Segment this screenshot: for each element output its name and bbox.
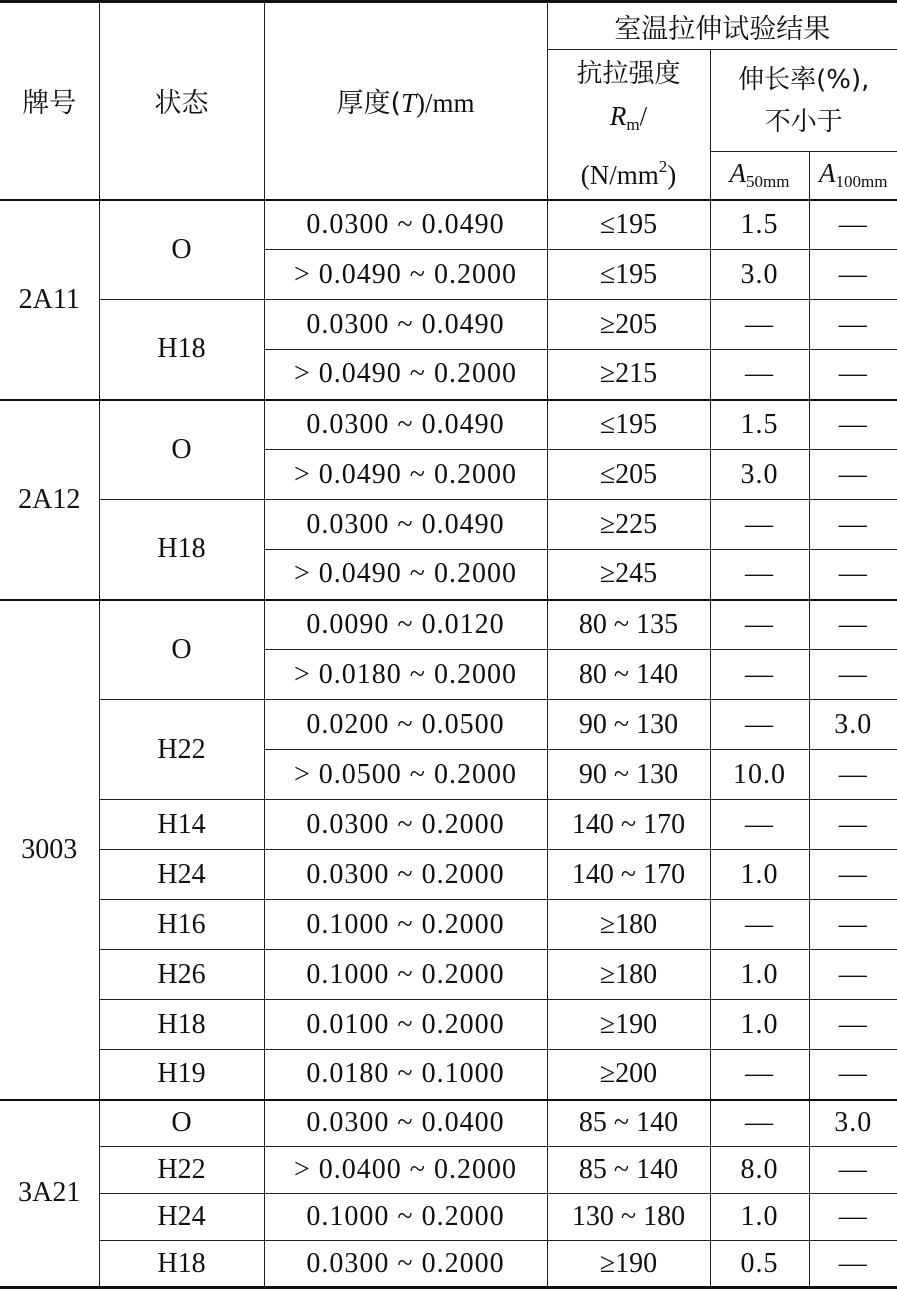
cell-thickness: 0.1000 ~ 0.2000 (264, 900, 547, 950)
strength-label: 抗拉强度 (548, 53, 710, 95)
cell-grade: 2A12 (0, 400, 99, 600)
cell-strength: ≥225 (547, 500, 710, 550)
table-row (0, 1050, 897, 1100)
cell-thickness: 0.0200 ~ 0.0500 (264, 700, 547, 750)
strength-unit-pre: (N/mm (581, 160, 659, 190)
cell-thickness: 0.1000 ~ 0.2000 (264, 1194, 547, 1241)
table-row (0, 1100, 897, 1147)
cell-a100: — (809, 1000, 897, 1050)
header-a100 (809, 152, 897, 200)
cell-thickness: > 0.0500 ~ 0.2000 (264, 750, 547, 800)
strength-unit-post: ) (667, 160, 676, 190)
cell-a100: — (809, 1194, 897, 1241)
cell-a50: — (710, 800, 809, 850)
cell-a50: 3.0 (710, 250, 809, 300)
table-row (0, 300, 897, 350)
cell-strength: 140 ~ 170 (547, 850, 710, 900)
header-elongation (710, 50, 897, 152)
cell-a100: — (809, 750, 897, 800)
cell-a50: 1.5 (710, 200, 809, 250)
cell-thickness: 0.0300 ~ 0.0400 (264, 1100, 547, 1147)
cell-strength: 130 ~ 180 (547, 1194, 710, 1241)
cell-state: H16 (99, 900, 264, 950)
cell-state: O (99, 1100, 264, 1147)
cell-a50: 1.0 (710, 1000, 809, 1050)
elongation-min: 不小于 (711, 101, 897, 143)
cell-strength: ≥200 (547, 1050, 710, 1100)
cell-a100: — (809, 500, 897, 550)
cell-a100: — (809, 650, 897, 700)
cell-a50: 1.0 (710, 1194, 809, 1241)
cell-grade: 3A21 (0, 1100, 99, 1288)
cell-state: H18 (99, 300, 264, 400)
cell-a50: — (710, 300, 809, 350)
cell-state: H26 (99, 950, 264, 1000)
a50-sub: 50mm (746, 172, 789, 191)
cell-state: H14 (99, 800, 264, 850)
table-row (0, 1147, 897, 1194)
cell-a100: 3.0 (809, 1100, 897, 1147)
header-a50 (710, 152, 809, 200)
cell-strength: ≥180 (547, 900, 710, 950)
table-row (0, 850, 897, 900)
cell-thickness: > 0.0490 ~ 0.2000 (264, 350, 547, 400)
cell-a50: — (710, 700, 809, 750)
thickness-suffix: )/mm (416, 88, 475, 118)
cell-thickness: 0.0300 ~ 0.0490 (264, 200, 547, 250)
cell-strength: 85 ~ 140 (547, 1100, 710, 1147)
cell-grade: 3003 (0, 600, 99, 1100)
cell-state: H22 (99, 1147, 264, 1194)
cell-thickness: 0.0300 ~ 0.0490 (264, 500, 547, 550)
cell-state: H24 (99, 850, 264, 900)
cell-a100: — (809, 850, 897, 900)
a50-var: A (730, 158, 747, 188)
cell-strength: ≤205 (547, 450, 710, 500)
table-row (0, 1194, 897, 1241)
cell-strength: 140 ~ 170 (547, 800, 710, 850)
strength-slash: / (640, 101, 648, 131)
cell-a50: — (710, 900, 809, 950)
cell-strength: ≥190 (547, 1000, 710, 1050)
cell-thickness: 0.0300 ~ 0.2000 (264, 850, 547, 900)
cell-strength: ≥245 (547, 550, 710, 600)
cell-strength: ≤195 (547, 250, 710, 300)
table-row (0, 1000, 897, 1050)
cell-thickness: > 0.0400 ~ 0.2000 (264, 1147, 547, 1194)
cell-thickness: 0.0100 ~ 0.2000 (264, 1000, 547, 1050)
cell-a100: — (809, 450, 897, 500)
cell-strength: ≤195 (547, 400, 710, 450)
cell-state: O (99, 600, 264, 700)
cell-a100: 3.0 (809, 700, 897, 750)
header-grade: 牌号 (0, 2, 99, 200)
table-header (0, 2, 897, 200)
cell-a100: — (809, 1050, 897, 1100)
cell-thickness: > 0.0490 ~ 0.2000 (264, 450, 547, 500)
thickness-prefix: 厚度( (336, 88, 401, 119)
cell-state: H19 (99, 1050, 264, 1100)
cell-strength: 80 ~ 140 (547, 650, 710, 700)
cell-strength: ≥190 (547, 1241, 710, 1288)
cell-thickness: > 0.0180 ~ 0.2000 (264, 650, 547, 700)
cell-a50: 0.5 (710, 1241, 809, 1288)
cell-a100: — (809, 1147, 897, 1194)
strength-unit-sup: 2 (659, 157, 668, 176)
cell-thickness: 0.0090 ~ 0.0120 (264, 600, 547, 650)
a100-sub: 100mm (836, 172, 888, 191)
strength-sub: m (626, 115, 639, 134)
a100-var: A (819, 158, 836, 188)
cell-a50: — (710, 600, 809, 650)
cell-thickness: 0.0300 ~ 0.0490 (264, 300, 547, 350)
cell-a100: — (809, 1241, 897, 1288)
cell-state: H24 (99, 1194, 264, 1241)
cell-thickness: 0.0180 ~ 0.1000 (264, 1050, 547, 1100)
table-row (0, 200, 897, 250)
header-thickness (264, 2, 547, 200)
cell-strength: ≤195 (547, 200, 710, 250)
cell-a50: — (710, 1050, 809, 1100)
table-row (0, 600, 897, 650)
cell-thickness: > 0.0490 ~ 0.2000 (264, 250, 547, 300)
cell-a100: — (809, 350, 897, 400)
cell-a50: — (710, 500, 809, 550)
cell-grade: 2A11 (0, 200, 99, 400)
table-row (0, 900, 897, 950)
cell-a50: — (710, 650, 809, 700)
cell-a100: — (809, 200, 897, 250)
table-row (0, 700, 897, 750)
elongation-label: 伸长率(%), (711, 59, 897, 101)
cell-a100: — (809, 800, 897, 850)
cell-state: H22 (99, 700, 264, 800)
cell-thickness: > 0.0490 ~ 0.2000 (264, 550, 547, 600)
cell-a100: — (809, 250, 897, 300)
cell-strength: 85 ~ 140 (547, 1147, 710, 1194)
cell-state: O (99, 400, 264, 500)
table-body (0, 200, 897, 1288)
strength-var: R (610, 101, 627, 131)
cell-thickness: 0.0300 ~ 0.2000 (264, 800, 547, 850)
cell-a50: 3.0 (710, 450, 809, 500)
cell-a50: 8.0 (710, 1147, 809, 1194)
cell-a100: — (809, 400, 897, 450)
cell-a100: — (809, 950, 897, 1000)
cell-a50: 1.5 (710, 400, 809, 450)
cell-a50: 1.0 (710, 950, 809, 1000)
cell-thickness: 0.0300 ~ 0.2000 (264, 1241, 547, 1288)
cell-strength: ≥180 (547, 950, 710, 1000)
cell-strength: ≥205 (547, 300, 710, 350)
cell-state: O (99, 200, 264, 300)
cell-strength: 90 ~ 130 (547, 750, 710, 800)
strength-symbol (548, 95, 710, 146)
cell-a100: — (809, 300, 897, 350)
header-test-results: 室温拉伸试验结果 (547, 2, 897, 50)
table-row (0, 800, 897, 850)
cell-a50: 1.0 (710, 850, 809, 900)
cell-a50: — (710, 1100, 809, 1147)
cell-thickness: 0.0300 ~ 0.0490 (264, 400, 547, 450)
cell-a100: — (809, 600, 897, 650)
table-row (0, 1241, 897, 1288)
header-state: 状态 (99, 2, 264, 200)
table-row (0, 500, 897, 550)
cell-strength: 90 ~ 130 (547, 700, 710, 750)
cell-thickness: 0.1000 ~ 0.2000 (264, 950, 547, 1000)
cell-a50: — (710, 350, 809, 400)
cell-state: H18 (99, 1000, 264, 1050)
cell-strength: 80 ~ 135 (547, 600, 710, 650)
header-tensile-strength (547, 50, 710, 200)
thickness-variable: T (401, 88, 416, 118)
strength-unit (548, 146, 710, 196)
cell-a50: — (710, 550, 809, 600)
table-row (0, 950, 897, 1000)
cell-a50: 10.0 (710, 750, 809, 800)
cell-state: H18 (99, 500, 264, 600)
table-row (0, 400, 897, 450)
cell-a100: — (809, 900, 897, 950)
cell-strength: ≥215 (547, 350, 710, 400)
cell-a100: — (809, 550, 897, 600)
cell-state: H18 (99, 1241, 264, 1288)
